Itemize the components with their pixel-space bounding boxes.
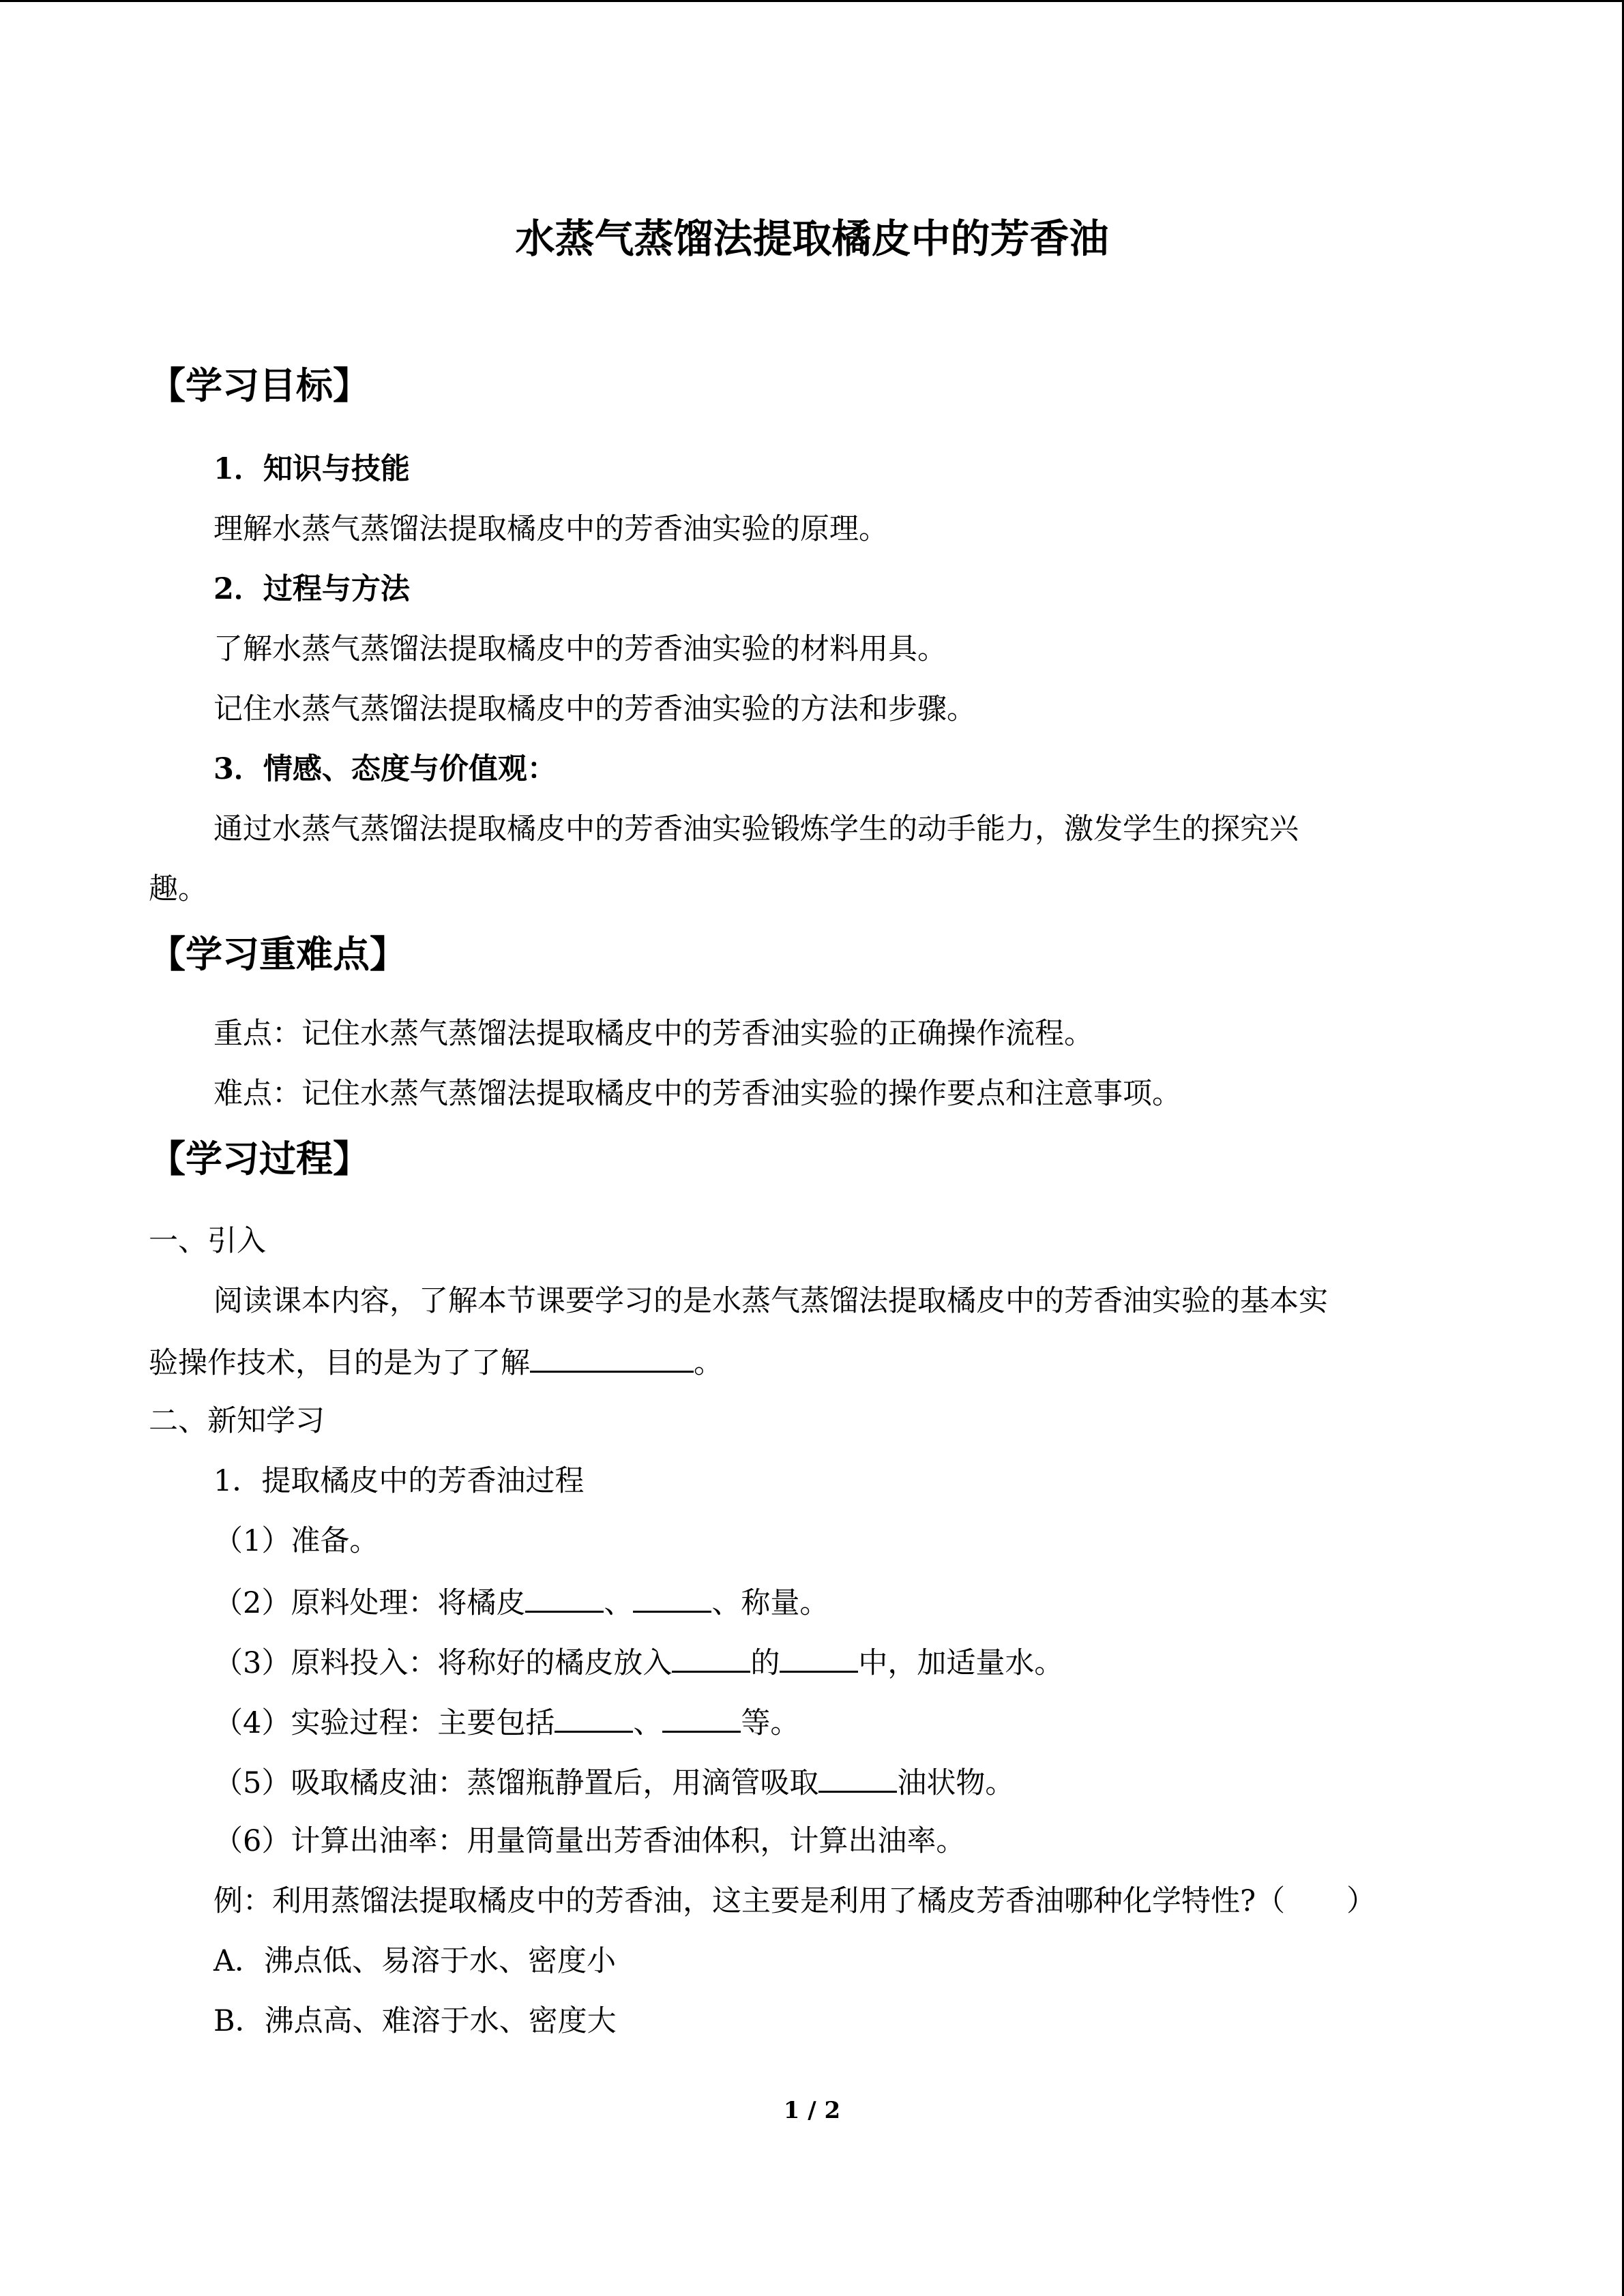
option-a: A．沸点低、易溶于水、密度小: [213, 1944, 617, 1978]
process-item-heading: 1．提取橘皮中的芳香油过程: [213, 1464, 585, 1498]
step-2: [213, 1581, 829, 1624]
fill-blank[interactable]: [672, 1641, 750, 1673]
step-2-end: 、称量。: [711, 1586, 829, 1620]
objective-text-process-2: 记住水蒸气蒸馏法提取橘皮中的芳香油实验的方法和步骤。: [213, 692, 976, 726]
example-question-text: 例：利用蒸馏法提取橘皮中的芳香油，这主要是利用了橘皮芳香油哪种化学特性?（: [213, 1884, 1286, 1918]
step-1: （1）准备。: [213, 1524, 379, 1558]
subsection-intro: 一、引入: [149, 1224, 266, 1258]
fill-blank[interactable]: [633, 1581, 711, 1613]
objective-heading-knowledge: 1．知识与技能: [213, 452, 410, 486]
step-3: [213, 1641, 1063, 1684]
subsection-new-knowledge: 二、新知学习: [149, 1404, 325, 1438]
section-heading-objectives: 【学习目标】: [149, 363, 370, 407]
step-5-text: （5）吸取橘皮油：蒸馏瓶静置后，用滴管吸取: [213, 1766, 819, 1800]
document-title: 水蒸气蒸馏法提取橘皮中的芳香油: [515, 215, 1109, 262]
step-6: （6）计算出油率：用量筒量出芳香油体积，计算出油率。: [213, 1824, 966, 1858]
page-number: 1 / 2: [783, 2097, 841, 2124]
step-3-end: 中，加适量水。: [858, 1646, 1064, 1680]
example-question: [213, 1881, 1376, 1922]
step-4-text: （4）实验过程：主要包括: [213, 1706, 555, 1740]
objective-text-attitude-2: 趣。: [149, 872, 207, 906]
option-b: B．沸点高、难溶于水、密度大: [213, 2004, 617, 2038]
step-3-sep: 的: [750, 1646, 780, 1680]
step-5: [213, 1761, 1014, 1804]
fill-blank[interactable]: [662, 1701, 741, 1733]
objective-heading-process: 2．过程与方法: [213, 572, 410, 606]
intro-text-2-suffix: 。: [694, 1346, 723, 1380]
difficulty-text: 难点：记住水蒸气蒸馏法提取橘皮中的芳香油实验的操作要点和注意事项。: [213, 1077, 1181, 1111]
section-heading-process: 【学习过程】: [149, 1137, 370, 1180]
fill-blank[interactable]: [525, 1581, 604, 1613]
objective-text-knowledge: 理解水蒸气蒸馏法提取橘皮中的芳香油实验的原理。: [213, 512, 888, 546]
fill-blank[interactable]: [555, 1701, 633, 1733]
step-4-end: 等。: [741, 1706, 800, 1740]
fill-blank[interactable]: [780, 1641, 858, 1673]
objective-text-process-1: 了解水蒸气蒸馏法提取橘皮中的芳香油实验的材料用具。: [213, 632, 947, 666]
step-4: [213, 1701, 799, 1744]
section-heading-key-points: 【学习重难点】: [149, 932, 407, 976]
step-3-text: （3）原料投入：将称好的橘皮放入: [213, 1646, 673, 1680]
intro-text-1: 阅读课本内容，了解本节课要学习的是水蒸气蒸馏法提取橘皮中的芳香油实验的基本实: [213, 1284, 1328, 1318]
intro-text-2-prefix: 验操作技术，目的是为了了解: [149, 1346, 530, 1380]
step-4-sep: 、: [633, 1706, 663, 1740]
example-question-close: ）: [1346, 1884, 1376, 1918]
objective-text-attitude-1: 通过水蒸气蒸馏法提取橘皮中的芳香油实验锻炼学生的动手能力，激发学生的探究兴: [213, 812, 1299, 846]
objective-heading-attitude: 3．情感、态度与价值观：: [213, 752, 557, 786]
step-2-text: （2）原料处理：将橘皮: [213, 1586, 526, 1620]
intro-text-2: [149, 1341, 723, 1384]
fill-blank[interactable]: [530, 1341, 694, 1373]
key-point-text: 重点：记住水蒸气蒸馏法提取橘皮中的芳香油实验的正确操作流程。: [213, 1017, 1093, 1051]
step-2-sep: 、: [604, 1586, 634, 1620]
step-5-end: 油状物。: [897, 1766, 1015, 1800]
fill-blank[interactable]: [818, 1761, 897, 1793]
